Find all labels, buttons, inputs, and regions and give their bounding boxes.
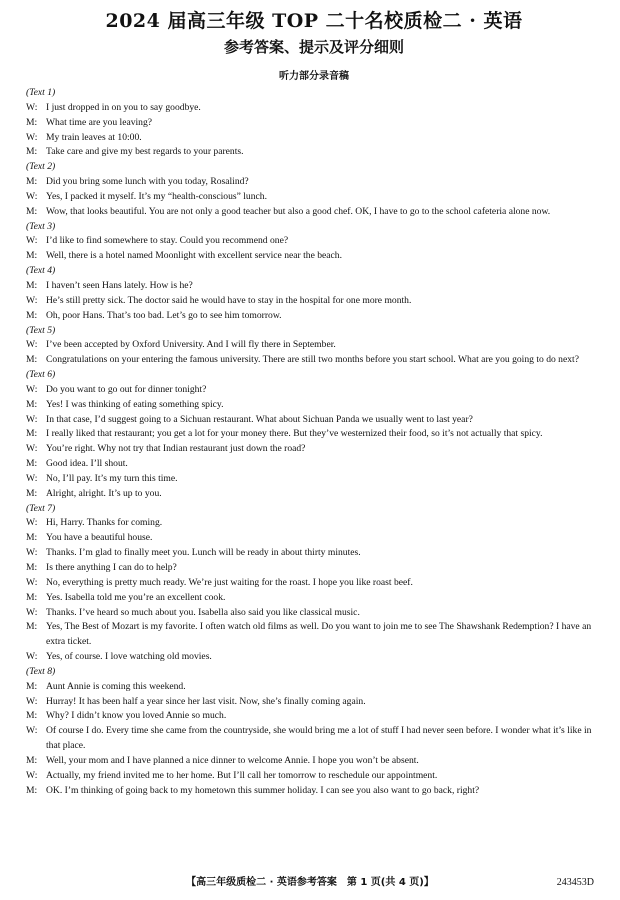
dialogue-text: Actually, my friend invited me to her home. But I’ll call her tomorrow to reschedule our appointment. [46,769,438,781]
dialogue-text: I’ve been accepted by Oxford University. And I will fly there in September. [46,339,336,351]
speaker-label: W: [26,695,38,707]
dialogue-text: No, I’ll pay. It’s my turn this time. [46,472,178,484]
dialogue-line [26,234,602,249]
speaker-label: M: [26,710,38,722]
dialogue-line [26,190,602,205]
dialogue-line [26,680,602,695]
dialogue-text: Yes! I was thinking of eating something spicy. [46,398,224,410]
dialogue-line [26,427,602,442]
dialogue-text: Oh, poor Hans. That’s too bad. Let’s go to see him tomorrow. [46,309,282,321]
dialogue-text: Thanks. I’ve heard so much about you. Isabella also said you like classical music. [46,606,360,618]
dialogue-text: Yes. Isabella told me you’re an excellent cook. [46,591,226,603]
dialogue-line [26,606,602,621]
dialogue-line [26,709,602,724]
document-subtitle: 参考答案、提示及评分细则 [223,38,404,56]
dialogue-line [26,724,602,754]
document-title: 2024 届高三年级 TOP 二十名校质检二 · 英语 [105,10,523,32]
section-title: 听力部分录音稿 [279,71,349,82]
text-label: (Text 2) [26,161,56,173]
speaker-label: M: [26,354,38,366]
speaker-label: M: [26,428,38,440]
dialogue-text: Is there anything I can do to help? [46,562,177,573]
speaker-label: W: [26,606,38,618]
speaker-label: M: [26,562,38,573]
dialogue-line [26,591,602,606]
dialogue-line [26,131,602,146]
speaker-label: M: [26,176,38,188]
speaker-label: W: [26,651,38,663]
dialogue-text: OK. I’m thinking of going back to my hometown this summer holiday. I can see you also want to go back, right? [46,784,480,796]
dialogue-line [26,546,602,561]
speaker-label: W: [26,413,38,425]
dialogue-line [26,398,602,413]
dialogue-text: Wow, that looks beautiful. You are not only a good teacher but also a good chef. OK, I have to go to the school cafeteria alone now. [46,205,551,217]
dialogue-line [26,413,602,428]
dialogue-text: No, everything is pretty much ready. We’re just waiting for the roast. I hope you like roast beef. [46,576,413,588]
speaker-label: W: [26,294,38,306]
dialogue-text: I really liked that restaurant; you get a lot for your money there. But they’ve westernized their food, so it’s not actually that spicy. [46,428,543,440]
dialogue-text: He’s still pretty sick. The doctor said he would have to stay in the hospital for one more month. [46,294,412,306]
dialogue-line [26,576,602,591]
speaker-label: M: [26,458,38,470]
dialogue-text: I’d like to find somewhere to stay. Could you recommend one? [46,235,289,247]
speaker-label: W: [26,725,38,737]
footer-code: 243453D [556,877,594,888]
dialogue-text: My train leaves at 10:00. [46,131,142,143]
dialogue-line [26,101,602,116]
dialogue-line [26,338,602,353]
transcript [26,86,602,799]
speaker-label: W: [26,472,38,484]
text-label: (Text 7) [26,502,56,514]
text-label: (Text 3) [26,220,56,232]
speaker-label: W: [26,769,38,781]
dialogue-text: You’re right. Why not try that Indian restaurant just down the road? [46,443,306,455]
dialogue-text: In that case, I’d suggest going to a Sichuan restaurant. What about Sichuan Panda we usually went to last year? [46,413,473,425]
dialogue-line [26,145,602,160]
dialogue-line [26,695,602,710]
dialogue-text: You have a beautiful house. [46,532,153,544]
footer-text: 【高三年级质检二 · 英语参考答案 第 1 页(共 4 页)】 [186,877,434,888]
dialogue-line [26,279,602,294]
dialogue-text: Why? I didn’t know you loved Annie so much. [46,710,227,722]
dialogue-line [26,487,602,502]
speaker-label: W: [26,235,38,247]
page-footer [0,876,620,890]
dialogue-text: Take care and give my best regards to your parents. [46,146,244,158]
dialogue-line [26,116,602,131]
speaker-label: M: [26,487,38,499]
speaker-label: M: [26,205,38,217]
dialogue-line [26,784,602,799]
dialogue-text: What time are you leaving? [46,116,153,128]
speaker-label: W: [26,517,38,529]
dialogue-line [26,353,602,368]
text-label: (Text 4) [26,265,56,277]
dialogue-text: Alright, alright. It’s up to you. [46,487,162,499]
dialogue-text: Yes, of course. I love watching old movies. [46,651,212,663]
speaker-label: M: [26,398,38,410]
dialogue-line [26,620,602,650]
text-label: (Text 5) [26,324,56,336]
dialogue-text: Good idea. I’ll shout. [46,458,128,470]
speaker-label: W: [26,383,38,395]
dialogue-text: Hi, Harry. Thanks for coming. [46,517,163,529]
dialogue-text: Aunt Annie is coming this weekend. [46,680,186,692]
dialogue-line [26,249,602,264]
dialogue-text: I haven’t seen Hans lately. How is he? [46,279,193,291]
dialogue-text: Do you want to go out for dinner tonight? [46,383,207,395]
text-label: (Text 8) [26,665,56,677]
speaker-label: M: [26,116,38,128]
speaker-label: W: [26,576,38,588]
speaker-label: M: [26,621,38,633]
dialogue-line [26,457,602,472]
dialogue-text: Well, there is a hotel named Moonlight with excellent service near the beach. [46,250,342,262]
dialogue-text: Of course I do. Every time she came from the countryside, she would bring me a lot of stuff I had never seen before. I wonder what it’s like in that place. [46,725,592,752]
speaker-label: M: [26,309,38,321]
dialogue-line [26,516,602,531]
dialogue-text: I just dropped in on you to say goodbye. [46,101,201,113]
speaker-label: W: [26,547,38,559]
dialogue-line [26,175,602,190]
dialogue-line [26,442,602,457]
dialogue-text: Yes, I packed it myself. It’s my “health-conscious” lunch. [46,190,267,202]
speaker-label: W: [26,190,38,202]
speaker-label: M: [26,784,38,796]
dialogue-text: Did you bring some lunch with you today, Rosalind? [46,176,249,188]
dialogue-text: Yes, The Best of Mozart is my favorite. I often watch old films as well. Do you want to join me to see The Shawshank Redemption? I have an extra ticket. [46,621,592,648]
dialogue-text: Thanks. I’m glad to finally meet you. Lunch will be ready in about thirty minutes. [46,547,361,559]
text-label: (Text 1) [26,87,56,98]
speaker-label: M: [26,680,38,692]
speaker-label: M: [26,754,38,766]
speaker-label: M: [26,279,38,291]
dialogue-line [26,561,602,576]
dialogue-text: Congratulations on your entering the famous university. There are still two months before you start school. What are you going to do next? [46,354,579,366]
dialogue-line [26,650,602,665]
dialogue-line [26,472,602,487]
speaker-label: M: [26,146,38,158]
speaker-label: M: [26,591,38,603]
speaker-label: W: [26,443,38,455]
dialogue-line [26,531,602,546]
dialogue-line [26,309,602,324]
speaker-label: W: [26,339,38,351]
dialogue-line [26,205,602,220]
dialogue-line [26,383,602,398]
dialogue-text: Well, your mom and I have planned a nice dinner to welcome Annie. I hope you won’t be absent. [46,754,419,766]
speaker-label: M: [26,532,38,544]
speaker-label: M: [26,250,38,262]
dialogue-line [26,754,602,769]
speaker-label: W: [26,101,38,113]
text-label: (Text 6) [26,369,56,381]
dialogue-line [26,769,602,784]
dialogue-line [26,294,602,309]
dialogue-text: Hurray! It has been half a year since her last visit. Now, she’s finally coming again. [46,695,366,707]
speaker-label: W: [26,131,38,143]
